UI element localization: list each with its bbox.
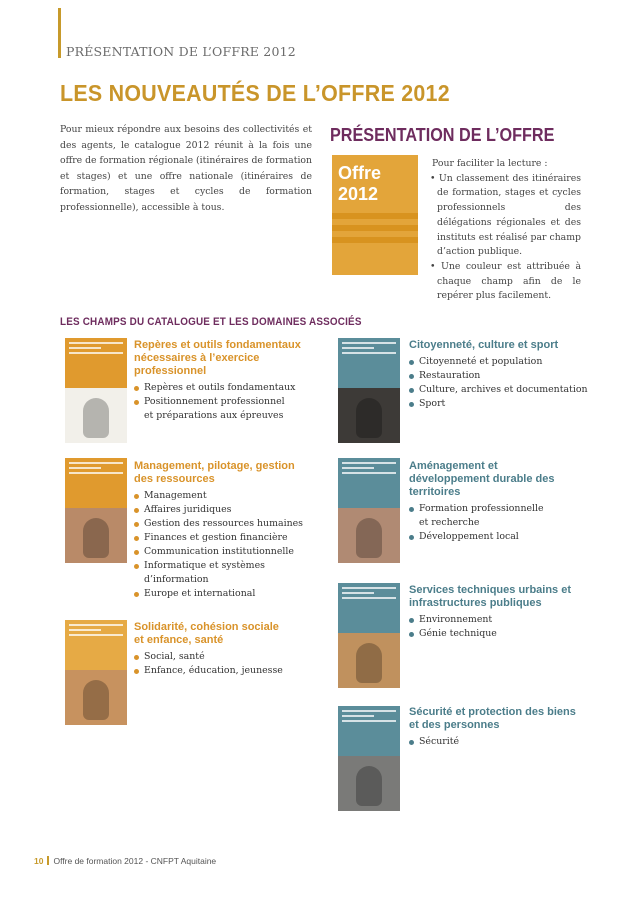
field-thumbnail-amenagement: [338, 458, 400, 563]
list-item: Management: [134, 489, 303, 503]
section-title: LES CHAMPS DU CATALOGUE ET LES DOMAINES ASSOCIÉS: [60, 316, 362, 328]
catalog-cover-image: [332, 155, 418, 275]
list-item: Environnement: [409, 613, 584, 627]
field-title: Aménagement et développement durable des territoires: [409, 460, 555, 498]
field-amenagement: [409, 460, 581, 544]
list-item: Europe et international: [134, 587, 303, 601]
list-item: Communication institutionnelle: [134, 545, 303, 559]
list-item: Positionnement professionnel: [134, 395, 306, 409]
field-title: Repères et outils fondamentaux nécessaires à l’exercice professionnel: [134, 339, 301, 377]
field-reperes: [134, 339, 306, 423]
field-title: Management, pilotage, gestion des ressources: [134, 460, 295, 485]
reading-guide: [428, 157, 581, 304]
field-thumbnail-reperes: [65, 338, 127, 443]
list-item: Social, santé: [134, 650, 289, 664]
field-title: Solidarité, cohésion sociale et enfance, santé: [134, 621, 279, 646]
reading-guide-bullet: • Un classement des itinéraires de formation, stages et cycles professionnels des délégations régionales et des instituts est réalisé par champ d’action publique.: [430, 172, 581, 258]
reading-guide-bullet: • Une couleur est attribuée à chaque champ afin de le repérer plus facilement.: [430, 260, 581, 302]
footer-text: Offre de formation 2012 - CNFPT Aquitaine: [53, 856, 217, 866]
field-thumbnail-services: [338, 583, 400, 688]
list-item: Sécurité: [409, 735, 584, 749]
list-item-continuation: d’information: [144, 574, 209, 585]
cover-label: Offre 2012: [338, 163, 382, 204]
page-number: 10: [34, 856, 44, 866]
list-item: Génie technique: [409, 627, 584, 641]
list-item: Gestion des ressources humaines: [134, 517, 303, 531]
list-item-continuation: et recherche: [419, 517, 480, 528]
field-thumbnail-solidarite: [65, 620, 127, 725]
field-thumbnail-securite: [338, 706, 400, 811]
page-footer: [34, 856, 216, 866]
page-title: LES NOUVEAUTÉS DE L’OFFRE 2012: [60, 80, 450, 106]
list-item: Enfance, éducation, jeunesse: [134, 664, 289, 678]
intro-paragraph: Pour mieux répondre aux besoins des collectivités et des agents, le catalogue 2012 réunit à la fois une offre de formation régionale (itinéraires de formation et stages) et une offre nationale (itinéraires de formation, stages et cycles de formation professionnelle), accessible à tous.: [60, 124, 313, 213]
list-item: Citoyenneté et population: [409, 355, 589, 369]
list-item: Restauration: [409, 369, 589, 383]
reading-guide-lead: Pour faciliter la lecture :: [432, 158, 548, 169]
list-item: Affaires juridiques: [134, 503, 303, 517]
list-item: Sport: [409, 397, 589, 411]
field-services: [409, 584, 584, 641]
field-thumbnail-citoyennete: [338, 338, 400, 443]
field-thumbnail-management: [65, 458, 127, 563]
presentation-title: PRÉSENTATION DE L’OFFRE: [330, 125, 555, 145]
field-title: Citoyenneté, culture et sport: [409, 339, 559, 351]
field-securite: [409, 706, 584, 749]
list-item: Culture, archives et documentation: [409, 383, 589, 397]
page-kicker: PRÉSENTATION DE L’OFFRE 2012: [66, 44, 296, 59]
footer-divider: [47, 856, 49, 865]
list-item: Développement local: [409, 530, 581, 544]
list-item: Repères et outils fondamentaux: [134, 381, 306, 395]
list-item: Formation professionnelle: [409, 502, 581, 516]
field-title: Services techniques urbains et infrastructures publiques: [409, 584, 572, 609]
list-item: Informatique et systèmes: [134, 559, 303, 573]
field-management: [134, 460, 303, 601]
field-title: Sécurité et protection des biens et des personnes: [409, 706, 576, 731]
list-item-continuation: et préparations aux épreuves: [144, 410, 284, 421]
list-item: Finances et gestion financière: [134, 531, 303, 545]
field-citoyennete: [409, 339, 589, 411]
header-accent-bar: [58, 8, 61, 58]
field-solidarite: [134, 621, 289, 678]
